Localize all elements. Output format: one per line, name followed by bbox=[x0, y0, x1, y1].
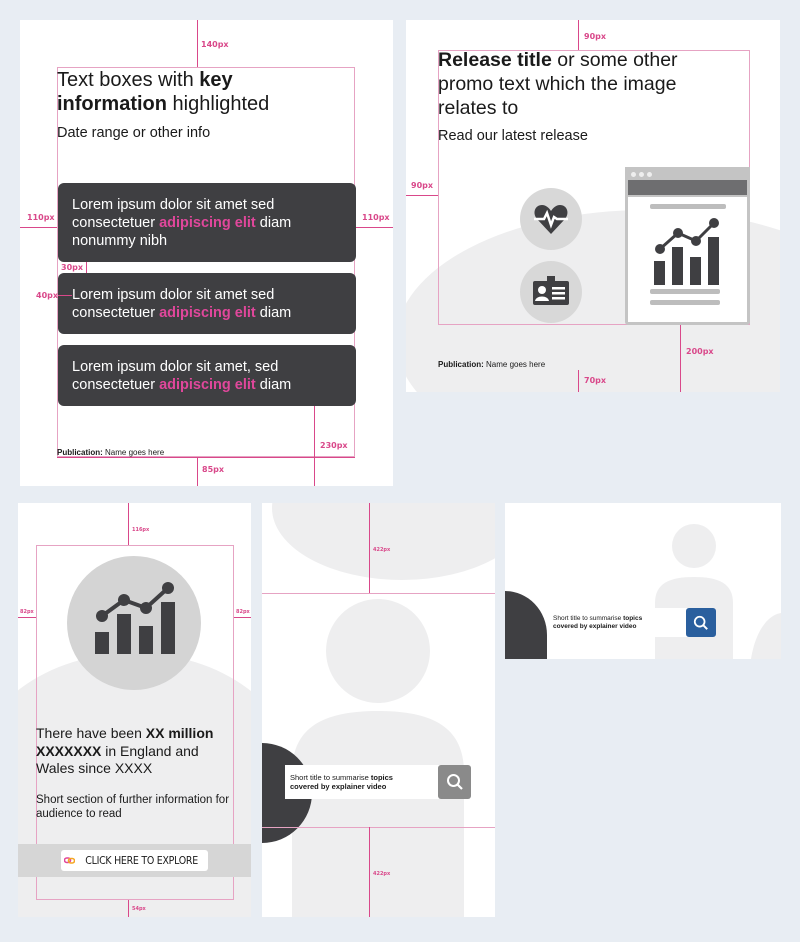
panel1-subtitle: Date range or other info bbox=[57, 125, 211, 141]
panel2-subtitle: Read our latest release bbox=[438, 128, 588, 144]
dim-label-right: 82px bbox=[236, 609, 250, 615]
cta-button[interactable] bbox=[61, 850, 208, 871]
info-card-1: Lorem ipsum dolor sit amet sed consectetuer adipiscing elit diam nonummy nibh bbox=[58, 183, 356, 262]
dim-label-bottom: 85px bbox=[202, 465, 225, 474]
panel2-publication: Publication: Name goes here bbox=[438, 360, 546, 369]
dim-label-left: 90px bbox=[411, 181, 434, 190]
dim-line-bottom bbox=[578, 370, 579, 392]
dim-label-bottom-img: 200px bbox=[686, 347, 714, 356]
search-button[interactable] bbox=[686, 608, 716, 637]
dim-label-gap: 30px bbox=[61, 263, 84, 272]
dim-label-top: 140px bbox=[201, 40, 229, 49]
dim-label-right: 110px bbox=[362, 213, 390, 222]
dim-line-top bbox=[128, 503, 129, 545]
browser-window-graphic bbox=[625, 167, 750, 325]
dim-line-bottom-img bbox=[680, 325, 681, 392]
dim-line-pad bbox=[58, 295, 72, 296]
panel3-headline: There have been XX million XXXXXXX in England and Wales since XXXX bbox=[36, 725, 214, 776]
dim-line-bottom bbox=[197, 457, 198, 486]
title-search-bar[interactable] bbox=[285, 765, 463, 799]
title-search-bar[interactable] bbox=[548, 608, 692, 637]
search-icon bbox=[446, 773, 464, 791]
dim-label-top: 422px bbox=[373, 547, 391, 553]
dim-line-bottom-card bbox=[314, 406, 315, 486]
background-shape bbox=[262, 503, 495, 917]
info-card-2: Lorem ipsum dolor sit amet sed consectetuer adipiscing elit diam bbox=[58, 273, 356, 334]
guide-top bbox=[262, 593, 495, 594]
panel1-publication: Publication: Name goes here bbox=[57, 448, 165, 457]
dim-label-left: 82px bbox=[20, 609, 34, 615]
dim-line-left bbox=[20, 227, 57, 228]
dim-label-top: 90px bbox=[584, 32, 607, 41]
panel1-title: Text boxes with key information highlighted bbox=[57, 69, 270, 115]
dim-line-bottom bbox=[369, 827, 370, 917]
dim-line-bottom-guide bbox=[57, 457, 355, 458]
panel-explainer-portrait bbox=[262, 503, 495, 917]
search-bar-text: Short title to summarise topics covered by explainer video bbox=[553, 614, 643, 630]
search-icon bbox=[693, 615, 709, 631]
panel2-title: Release title or some other promo text which the image relates to bbox=[438, 49, 678, 119]
bar-chart-icon bbox=[67, 556, 201, 690]
link-icon bbox=[64, 856, 75, 865]
dim-line-top bbox=[197, 20, 198, 67]
dim-line-bottom bbox=[128, 900, 129, 917]
info-card-3: Lorem ipsum dolor sit amet, sed consectetuer adipiscing elit diam bbox=[58, 345, 356, 406]
dim-label-pad: 40px bbox=[36, 291, 59, 300]
search-button[interactable] bbox=[438, 765, 471, 799]
dim-line-top bbox=[369, 503, 370, 593]
dim-label-top: 116px bbox=[132, 527, 150, 533]
panel-text-boxes bbox=[20, 20, 393, 486]
browser-content bbox=[628, 197, 747, 322]
cta-label: CLICK HERE TO EXPLORE bbox=[85, 854, 199, 867]
dim-line-right bbox=[234, 617, 251, 618]
panel-explainer-landscape bbox=[505, 503, 781, 659]
dim-line-gap bbox=[86, 262, 87, 273]
dim-label-bottom: 422px bbox=[373, 871, 391, 877]
bar-chart-icon bbox=[650, 217, 730, 285]
dim-line-left bbox=[18, 617, 36, 618]
browser-titlebar bbox=[625, 167, 750, 195]
dim-label-bottom: 54px bbox=[132, 906, 146, 912]
panel3-body: Short section of further information for audience to read bbox=[36, 794, 230, 820]
heart-pulse-icon bbox=[520, 188, 582, 250]
panel-release bbox=[406, 20, 780, 392]
dim-label-bottom-card: 230px bbox=[320, 441, 348, 450]
search-bar-text: Short title to summarise topics covered by explainer video bbox=[290, 773, 393, 791]
dim-label-left: 110px bbox=[27, 213, 55, 222]
dim-line-left bbox=[406, 195, 438, 196]
guide-bottom bbox=[262, 827, 495, 828]
dim-line-top bbox=[578, 20, 579, 50]
dim-line-right bbox=[356, 227, 393, 228]
dim-label-bottom: 70px bbox=[584, 376, 607, 385]
id-card-icon bbox=[520, 261, 582, 323]
panel-stat-story bbox=[18, 503, 251, 917]
